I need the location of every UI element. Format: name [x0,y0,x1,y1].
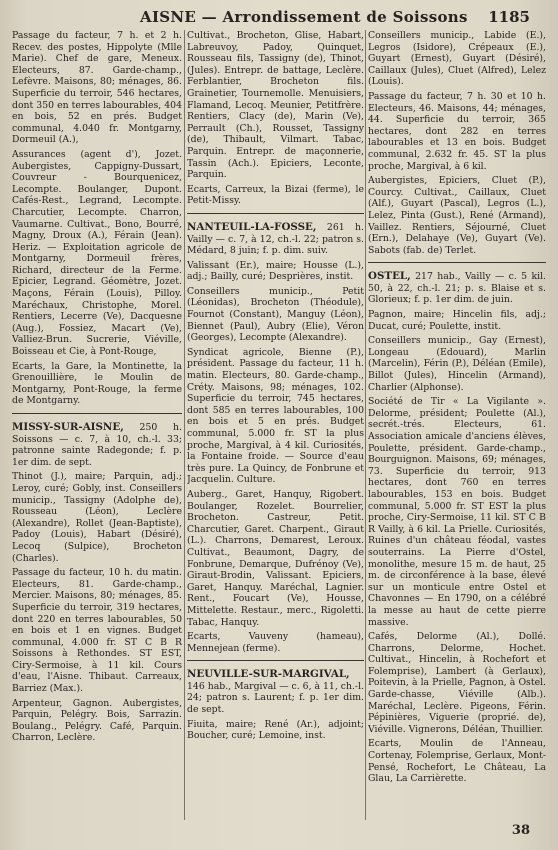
paragraph: Ecarts, la Gare, la Montinette, la Grenouillière, le Moulin de Montgarny, Pont-Rouge, la ferme de Montgarny. [12,360,182,407]
column-left [12,30,182,838]
page-title: AISNE — Arrondissement de Soissons [140,8,468,26]
paragraph: Valissant (Er.), maire; Housse (L.), adj.; Bailly, curé; Desprières, instit. [187,259,364,283]
paragraph: Auberg., Garet, Hanquy, Rigobert. Boulanger, Rozelet. Bourrelier, Brocheton. Castreur, Petit. Charcutier, Garet. Charpent., Giraut (L.). Charrons, Demarest, Leroux. Cultivat., Beaumont, Dagry, de Fonbrune, Demarque, Dufrénoy (Ve), Giraut-Brodin, Valissant. Epiciers, Garet, Hanquy. Maréchal, Lagnier. Rent., Foucart (Ve), Housse, Mittelette. Restaur., merc., Rigoletti. Tabac, Hanquy. [187,488,364,628]
paragraph: Aubergistes, Epiciers, Cluet (P.), Courcy. Cultivat., Caillaux, Cluet (Alf.), Guyart (Pascal), Legros (L.), Lelez, Pinta (Gust.), René (Armand), Vaillez. Rentiers, Séjourné, Cluet (Ern.), Delahaye (Ve), Guyart (Ve). Sabots (fab. de) Terlet. [368,175,546,256]
entry-heading [368,271,546,306]
footer-number: 38 [511,823,530,838]
section-divider [187,660,364,661]
entry-heading [187,222,364,257]
place-summary: 261 h. Vailly — c. 7, à 12, ch.-l. 22; patron s. Médard, 8 juin; f. p. dim. suiv. [187,221,364,257]
column-rule [365,30,366,820]
paragraph: Cultivat., Brocheton, Glise, Habart, Labreuvoy, Padoy, Quinquet, Rousseau fils, Tassigny (de), Thinot, (Jules). Entrepr. de battage, Leclère. Ferblantier, Brocheton fils. Grainetier, Tournemolle. Menuisiers, Flamand, Lecoq. Meunier, Petitfrère. Rentiers, Clacy (de), Marin (Ve), Perrault (Ch.), Rousset, Tassigny (de), Thibault, Vilmart. Tabac, Parquin. Entrepr. de maçonnerie, Tassin (Ach.). Epiciers, Leconte, Parquin. [187,30,364,181]
paragraph: Fiuita, maire; René (Ar.), adjoint; Boucher, curé; Lemoine, inst. [187,718,364,742]
entry-heading [12,422,182,468]
place-summary: 217 hab., Vailly — c. 5 kil. 50, à 22, ch.-l. 21; p. s. Blaise et s. Glorieux; f. p. 1er dim. de juin. [368,271,546,306]
paragraph: Conseillers municip., Gay (Ernest), Longeau (Edouard), Marlin (Marcelin), Férin (P.), Déléan (Emile), Billot (Jules), Hincelin (Armand), Charlier (Alphonse). [368,335,546,393]
place-summary: 146 hab., Margival — c. 6, à 11, ch.-l. 24; patron s. Laurent; f. p. 1er dim. de sept. [187,680,364,716]
paragraph: Arpenteur, Gagnon. Aubergistes, Parquin, Pelégry. Bois, Sarrazin. Boulang., Pelégry. Café, Parquin. Charron, Leclère. [12,697,182,744]
paragraph: Thinot (J.), maire; Parquin, adj.; Leroy, curé; Gobly, inst. Conseillers municip., Tassigny (Adolphe de), Rousseau (Léon), Leclère (Alexandre), Rollet (Jean-Baptiste), Padoy (Louis), Habart (Désiré), Lecoq (Sulpice), Brocheton (Charles). [12,471,182,564]
paragraph: Passage du facteur, 7 h. et 2 h. Recev. des postes, Hippolyte (Mlle Marie). Chef de gare, Meneux. Electeurs, 87. Garde-champ., Lefèvre. Maisons, 80; ménages, 86. Superficie du terroir, 546 hectares, dont 350 en terres labourables, 404 en bois, 52 en prés. Budget communal, 4.040 fr. Montgarny, Dormeuil (A.), [12,30,182,146]
paragraph: Ecarts, Carreux, la Bizai (ferme), le Petit-Missy. [187,183,364,207]
paragraph: Pagnon, maire; Hincelin fils, adj.; Ducat, curé; Poulette, instit. [368,309,546,332]
column-middle [187,30,364,838]
place-name: NANTEUIL-LA-FOSSE, [187,220,317,233]
paragraph: Passage du facteur, 10 h. du matin. Electeurs, 81. Garde-champ., Mercier. Maisons, 80; ménages, 85. Superficie du terroir, 319 hectares, dont 220 en terres labourables, 50 en bois et 1 en vignes. Budget communal, 4.000 fr. ST C B R Soissons à Rethondes. ST EST, Ciry-Sermoise, à 11 kil. Cours d'eau, l'Aisne. Thibaut. Carreaux, Barriez (Max.). [12,567,182,695]
section-divider [187,213,364,214]
section-divider [12,413,182,414]
place-name: OSTEL, [368,270,411,283]
paragraph: Syndicat agricole, Bienne (P.), président. Passage du facteur, 11 h. matin. Electeurs, 80. Garde-champ., Créty. Maisons, 98; ménages, 102. Superficie du terroir, 745 hectares, dont 585 en terres labourables, 100 en bois et 5 en prés. Budget communal, 5.000 fr. ST la plus proche, Margival, à 4 kil. Curiosités, la Fontaine froide. — Source d'eau très pure. La Quincy, de Fonbrune et Jacquelin. Culture. [187,346,364,486]
paragraph: Conseillers municip., Labide (E.), Legros (Isidore), Crépeaux (E.), Guyart (Ernest), Guyart (Désiré), Caillaux (Jules), Cluet (Alfred), Lelez (Louis). [368,30,546,88]
page-header [0,3,558,29]
section-divider [368,262,546,263]
paragraph: Passage du facteur, 7 h. 30 et 10 h. Electeurs, 46. Maisons, 44; ménages, 44. Superficie du terroir, 365 hectares, dont 282 en terres labourables et 13 en bois. Budget communal, 2.632 fr. 45. ST la plus proche, Margival, à 6 kil. [368,90,546,172]
page-number: 1185 [488,8,530,26]
paragraph: Assurances (agent d'), Jozet. Aubergistes, Cappigny-Dussart, Couvreur - Bourquenicez, Lecompte. Boulanger, Dupont. Cafés-Rest., Legrand, Lecompte. Charcutier, Lecompte. Charron, Vaumarne. Cultivat., Bono, Bourré, Magny, Droux (A.), Férain (Jean). Heriz. — Exploitation agricole de Montgarny, Dormeuil frères, Richard, directeur de la Ferme. Epicier, Legrand. Géomètre, Jozet. Maçons, Férain (Louis), Pilloy. Maréchaux, Christophe, Morel. Rentiers, Lecerre (Ve), Dacquesne (Aug.), Fossiez, Macart (Ve), Valliez-Brun. Sucrerie, Viéville, Boisseau et Cie, à Pont-Rouge, [12,148,182,358]
column-rule [184,30,185,820]
column-right [368,30,546,838]
paragraph: Ecarts, Vauveny (hameau), Mennejean (ferme). [187,631,364,654]
entry-heading [187,669,364,715]
place-name: NEUVILLE-SUR-MARGIVAL, [187,668,350,681]
paragraph: Cafés, Delorme (Al.), Dollé. Charrons, Delorme, Hochet. Cultivat., Hincelin, à Rochefort et Folemprise), Lambert (à Gerlaux), Poitevin, à la Prielle, Pagnon, à Ostel. Garde-chasse, Viéville (Alb.). Maréchal, Leclère. Pigeons, Férin. Pépinières, Viguerie (proprié. de), Viéville. Vignerons, Déléan, Thuillier. [368,631,546,735]
paragraph: Société de Tir « La Vigilante ». Delorme, président; Poulette (Al.), secrét.-trés. Electeurs, 61. Association amicale d'anciens élèves, Poulette, président. Garde-champ., Bourguignon. Maisons, 69; ménages, 73. Superficie du terroir, 913 hectares, dont 760 en terres labourables, 153 en bois. Budget communal, 5.000 fr. ST EST la plus proche, Ciry-Sermoise, 11 kil. ST C B R Vailly, à 6 kil. La Prielle. Curiosités, Ruines d'un château féodal, vastes souterrains. La Pierre d'Ostel, monolithe, mesure 15 m. de haut, 25 m. de circonférence à la base, élevé sur un monticule entre Ostel et Chavonnes — En 1790, on a célébré la messe au haut de cette pierre massive. [368,396,546,628]
paragraph: Conseillers municip., Petit (Léonidas), Brocheton (Théodule), Fournot (Constant), Manguy (Léon), Biennet (Paul), Aubry (Elie), Véron (Georges), Lecompte (Alexandre). [187,285,364,344]
place-summary: 250 h. Soissons — c. 7, à 10, ch.-l. 33; patronne sainte Radegonde; f. p. 1er dim. de sept. [12,422,182,468]
place-name: MISSY-SUR-AISNE, [12,421,124,433]
paragraph: Ecarts, Moulin de l'Anneau, Cortenay, Folemprise, Gerlaux, Mont-Pensé, Rochefort, Le Château, La Glau, La Carrièrette. [368,738,546,785]
